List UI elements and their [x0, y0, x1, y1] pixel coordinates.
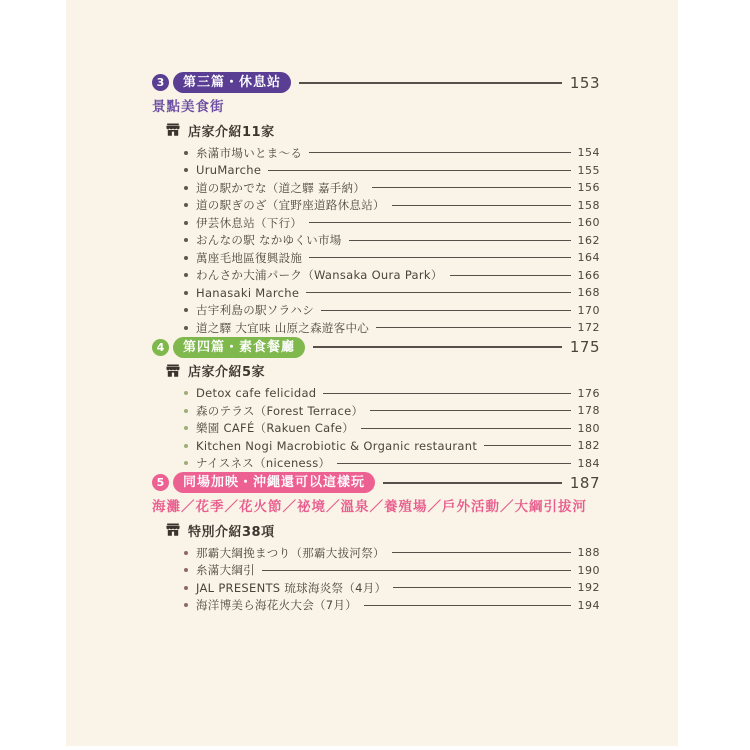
storefront-icon — [165, 522, 188, 538]
toc-item — [152, 232, 600, 250]
leader-line — [309, 222, 570, 223]
toc-item — [152, 267, 600, 285]
bullet-icon — [184, 273, 188, 277]
toc-item-page-number: 188 — [577, 546, 600, 560]
group-label: 店家介紹11家 — [188, 124, 275, 140]
toc-item — [152, 162, 600, 180]
leader-line — [383, 482, 562, 484]
toc-item-page-number: 184 — [577, 456, 600, 470]
toc-item-page-number: 158 — [577, 198, 600, 212]
section-subtitle: 景點美食街 — [152, 99, 225, 115]
toc-section — [152, 337, 600, 473]
toc-item-page-number: 194 — [577, 598, 600, 612]
toc-item-label: 伊芸休息站（下行） — [196, 215, 303, 230]
toc-item-label: 海洋博美ら海花火大会（7月） — [196, 598, 358, 613]
section-page-number: 187 — [569, 473, 600, 492]
bullet-icon — [184, 409, 188, 413]
section-title-pill: 第三篇・休息站 — [173, 72, 291, 93]
toc-item — [152, 319, 600, 337]
section-title-pill: 同場加映・沖繩還可以這樣玩 — [173, 472, 375, 493]
toc-item — [152, 144, 600, 162]
toc-item-label: Hanasaki Marche — [196, 285, 300, 300]
section-number-badge: 5 — [152, 474, 169, 491]
section-title-pill: 第四篇・素食餐廳 — [173, 337, 305, 358]
toc-item-label: 道の駅ぎのざ（宜野座道路休息站） — [196, 198, 385, 213]
section-page-number: 175 — [569, 338, 600, 356]
section-heading-row — [152, 72, 600, 93]
toc-item-label: JAL PRESENTS 琉球海炎祭（4月） — [196, 580, 387, 595]
group-label-row — [165, 120, 600, 140]
toc-item-page-number: 164 — [577, 251, 600, 265]
bullet-icon — [184, 461, 188, 465]
toc-item — [152, 597, 600, 615]
leader-line — [309, 257, 570, 258]
toc-section — [152, 472, 600, 614]
toc-item-page-number: 160 — [577, 216, 600, 230]
bullet-icon — [184, 551, 188, 555]
leader-line — [299, 82, 562, 84]
leader-line — [262, 570, 571, 571]
leader-line — [376, 327, 570, 328]
toc-item-label: ナイスネス（niceness） — [196, 456, 331, 471]
toc-item-page-number: 182 — [577, 439, 600, 453]
bullet-icon — [184, 586, 188, 590]
toc-item — [152, 385, 600, 403]
section-page-number: 153 — [569, 73, 600, 92]
toc-item-label: 樂園 CAFÉ（Rakuen Cafe） — [196, 421, 355, 436]
toc-item — [152, 544, 600, 562]
leader-line — [268, 170, 570, 171]
toc-item-label: わんさか大浦パーク（Wansaka Oura Park） — [196, 268, 443, 283]
leader-line — [323, 393, 570, 394]
leader-line — [349, 240, 571, 241]
toc-item-label: UruMarche — [196, 163, 262, 178]
leader-line — [306, 292, 570, 293]
leader-line — [392, 552, 571, 553]
toc-item-page-number: 180 — [577, 421, 600, 435]
toc-item — [152, 249, 600, 267]
bullet-icon — [184, 203, 188, 207]
bullet-icon — [184, 444, 188, 448]
storefront-icon — [165, 363, 188, 379]
toc-item-label: Kitchen Nogi Macrobiotic & Organic restaurant — [196, 438, 478, 453]
toc-item-label: 古宇利島の駅ソラハシ — [196, 303, 314, 318]
toc-item-page-number: 170 — [577, 303, 600, 317]
toc-item — [152, 579, 600, 597]
leader-line — [450, 275, 571, 276]
bullet-icon — [184, 186, 188, 190]
group-label: 特別介紹38項 — [188, 524, 275, 540]
section-number-badge: 3 — [152, 74, 169, 91]
toc-item-label: 萬座毛地區復興設施 — [196, 250, 303, 265]
bullet-icon — [184, 603, 188, 607]
toc-item-page-number: 168 — [577, 286, 600, 300]
bullet-icon — [184, 256, 188, 260]
bullet-icon — [184, 238, 188, 242]
leader-line — [309, 152, 570, 153]
group-label-row — [165, 520, 600, 540]
bullet-icon — [184, 291, 188, 295]
section-number-badge: 4 — [152, 339, 169, 356]
toc-item — [152, 562, 600, 580]
leader-line — [370, 410, 570, 411]
toc-item — [152, 437, 600, 455]
toc-item-label: おんなの駅 なかゆくい市場 — [196, 233, 342, 248]
toc-item — [152, 179, 600, 197]
bullet-icon — [184, 326, 188, 330]
bullet-icon — [184, 221, 188, 225]
toc-item-list — [152, 144, 600, 337]
toc-item-page-number: 154 — [577, 146, 600, 160]
toc-item-page-number: 166 — [577, 268, 600, 282]
leader-line — [393, 587, 570, 588]
section-subtitle: 海灘／花季／花火節／祕境／溫泉／養殖場／戶外活動／大綱引拔河 — [152, 499, 587, 515]
toc-item-page-number: 156 — [577, 181, 600, 195]
group-label-row — [165, 361, 600, 381]
toc-item-page-number: 162 — [577, 233, 600, 247]
toc-item — [152, 455, 600, 473]
toc-item — [152, 302, 600, 320]
leader-line — [364, 605, 570, 606]
toc-item-list — [152, 544, 600, 614]
toc-item-list — [152, 385, 600, 473]
leader-line — [484, 445, 570, 446]
bullet-icon — [184, 168, 188, 172]
toc-item-page-number: 178 — [577, 404, 600, 418]
section-heading-row — [152, 337, 600, 358]
book-page — [66, 0, 678, 746]
toc-item-page-number: 155 — [577, 163, 600, 177]
toc-item — [152, 197, 600, 215]
leader-line — [392, 205, 571, 206]
leader-line — [361, 428, 570, 429]
toc-item-page-number: 176 — [577, 386, 600, 400]
group-label: 店家介紹5家 — [188, 365, 266, 380]
toc-item-label: 糸滿大綱引 — [196, 563, 255, 578]
leader-line — [321, 310, 571, 311]
bullet-icon — [184, 151, 188, 155]
toc-item-page-number: 172 — [577, 321, 600, 335]
toc-item-label: 道の駅かでな（道之驛 嘉手納） — [196, 180, 366, 195]
toc-item — [152, 214, 600, 232]
toc-item-page-number: 190 — [577, 563, 600, 577]
toc-item-page-number: 192 — [577, 581, 600, 595]
storefront-icon — [165, 122, 188, 138]
toc-item-label: 那霸大綱挽まつり（那霸大拔河祭） — [196, 545, 385, 560]
toc-item — [152, 402, 600, 420]
toc-item-label: 森のテラス（Forest Terrace） — [196, 403, 364, 418]
leader-line — [337, 463, 570, 464]
toc-item-label: 道之驛 大宜味 山原之森遊客中心 — [196, 320, 370, 335]
toc-item — [152, 420, 600, 438]
toc-item-label: 糸滿市場いとま～る — [196, 145, 303, 160]
section-heading-row — [152, 472, 600, 493]
toc-section — [152, 72, 600, 337]
leader-line — [372, 187, 570, 188]
leader-line — [313, 346, 562, 348]
bullet-icon — [184, 391, 188, 395]
bullet-icon — [184, 426, 188, 430]
bullet-icon — [184, 308, 188, 312]
toc-item-label: Detox cafe felicidad — [196, 386, 317, 401]
toc-content — [66, 0, 678, 614]
toc-item — [152, 284, 600, 302]
bullet-icon — [184, 568, 188, 572]
